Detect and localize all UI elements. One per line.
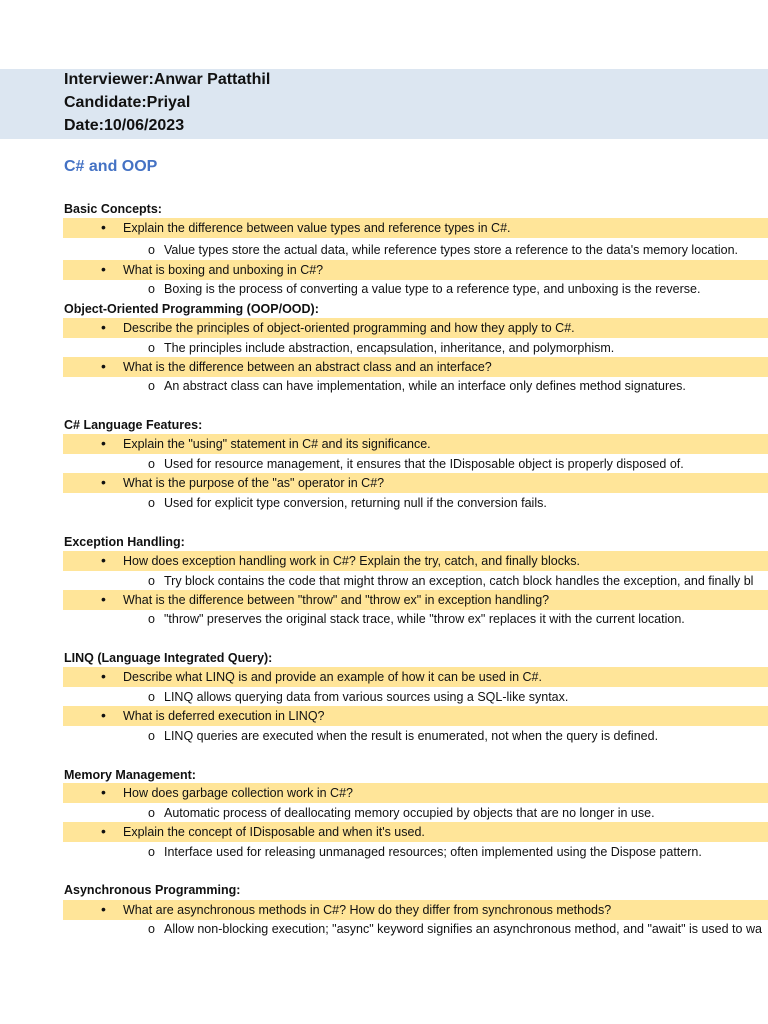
answer-row: o The principles include abstraction, encapsulation, inheritance, and polymorphism. (148, 341, 615, 355)
bullet-icon: • (101, 261, 106, 277)
bullet-icon: • (101, 823, 106, 839)
bullet-icon: • (101, 901, 106, 917)
question-row: • Explain the "using" statement in C# and its significance. (63, 434, 768, 454)
bullet-icon: • (101, 552, 106, 568)
answer-row: o Used for explicit type conversion, returning null if the conversion fails. (148, 496, 547, 510)
bullet-icon: • (101, 707, 106, 723)
bullet-icon: • (101, 784, 106, 800)
sub-bullet-icon: o (148, 729, 155, 743)
section-heading: Asynchronous Programming: (64, 883, 241, 897)
question-row: • What is the difference between an abstract class and an interface? (63, 357, 768, 377)
question-row: • Explain the difference between value types and reference types in C#. (63, 218, 768, 238)
section-heading: Exception Handling: (64, 535, 185, 549)
sub-bullet-icon: o (148, 806, 155, 820)
sub-bullet-icon: o (148, 612, 155, 626)
question-row: • What are asynchronous methods in C#? How do they differ from synchronous methods? (63, 900, 768, 920)
section-heading: Basic Concepts: (64, 202, 162, 216)
question-row: • How does exception handling work in C#? Explain the try, catch, and finally blocks. (63, 551, 768, 571)
section-title: C# and OOP (64, 158, 158, 175)
candidate-label: Candidate:Priyal (64, 94, 191, 111)
question-row: • What is boxing and unboxing in C#? (63, 260, 768, 280)
section-heading: LINQ (Language Integrated Query): (64, 651, 273, 665)
question-row: • Describe what LINQ is and provide an example of how it can be used in C#. (63, 667, 768, 687)
bullet-icon: • (101, 219, 106, 235)
sub-bullet-icon: o (148, 379, 155, 393)
answer-row: o Used for resource management, it ensures that the IDisposable object is properly disposed of. (148, 457, 684, 471)
sub-bullet-icon: o (148, 922, 155, 936)
question-row: • What is the purpose of the "as" operator in C#? (63, 473, 768, 493)
question-row: • How does garbage collection work in C#? (63, 783, 768, 803)
interview-header (0, 69, 768, 139)
date-label: Date:10/06/2023 (64, 117, 185, 134)
section-heading: C# Language Features: (64, 418, 203, 432)
question-row: • What is deferred execution in LINQ? (63, 706, 768, 726)
sub-bullet-icon: o (148, 574, 155, 588)
answer-row: o Allow non-blocking execution; "async" keyword signifies an asynchronous method, and "await" is used to wa (148, 922, 762, 936)
question-row: • Describe the principles of object-oriented programming and how they apply to C#. (63, 318, 768, 338)
sub-bullet-icon: o (148, 496, 155, 510)
sub-bullet-icon: o (148, 690, 155, 704)
answer-row: o Boxing is the process of converting a value type to a reference type, and unboxing is the reverse. (148, 282, 701, 296)
question-row: • Explain the concept of IDisposable and when it's used. (63, 822, 768, 842)
section-heading: Object-Oriented Programming (OOP/OOD): (64, 302, 319, 316)
bullet-icon: • (101, 474, 106, 490)
sub-bullet-icon: o (148, 282, 155, 296)
answer-row: o Value types store the actual data, while reference types store a reference to the data's memory location. (148, 243, 738, 257)
bullet-icon: • (101, 358, 106, 374)
answer-row: o "throw" preserves the original stack trace, while "throw ex" replaces it with the current location. (148, 612, 685, 626)
answer-row: o An abstract class can have implementation, while an interface only defines method signatures. (148, 379, 686, 393)
sub-bullet-icon: o (148, 845, 155, 859)
bullet-icon: • (101, 591, 106, 607)
bullet-icon: • (101, 319, 106, 335)
bullet-icon: • (101, 435, 106, 451)
sub-bullet-icon: o (148, 457, 155, 471)
bullet-icon: • (101, 668, 106, 684)
answer-row: o Try block contains the code that might throw an exception, catch block handles the exception, and finally bl (148, 574, 754, 588)
answer-row: o Automatic process of deallocating memory occupied by objects that are no longer in use. (148, 806, 655, 820)
interviewer-label: Interviewer:Anwar Pattathil (64, 71, 271, 88)
sub-bullet-icon: o (148, 341, 155, 355)
answer-row: o LINQ allows querying data from various sources using a SQL-like syntax. (148, 690, 569, 704)
sub-bullet-icon: o (148, 243, 155, 257)
question-row: • What is the difference between "throw" and "throw ex" in exception handling? (63, 590, 768, 610)
answer-row: o Interface used for releasing unmanaged resources; often implemented using the Dispose pattern. (148, 845, 702, 859)
answer-row: o LINQ queries are executed when the result is enumerated, not when the query is defined. (148, 729, 659, 743)
section-heading: Memory Management: (64, 768, 196, 782)
